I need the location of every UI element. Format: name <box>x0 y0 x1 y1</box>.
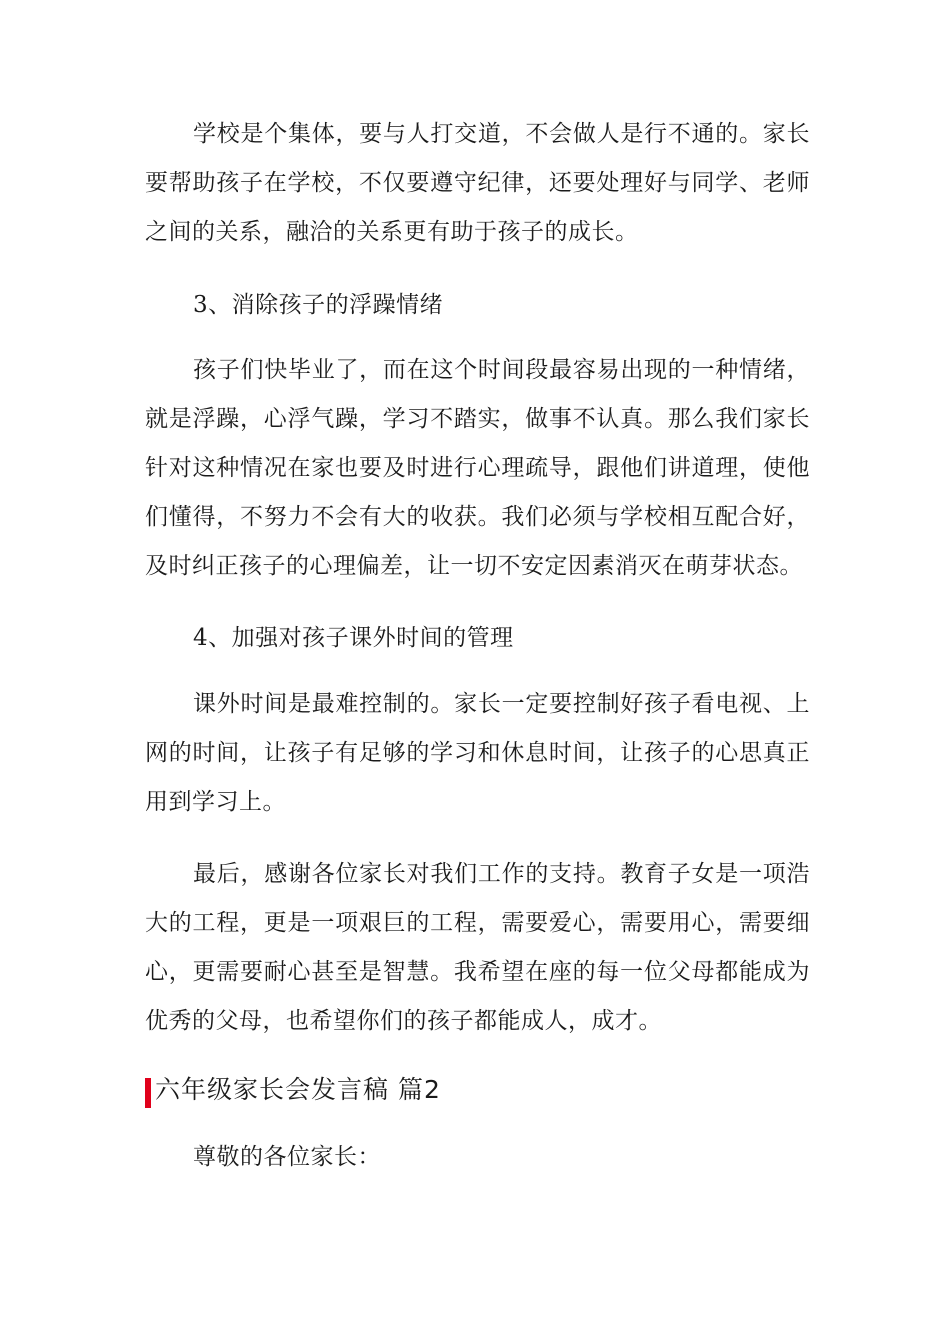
salutation: 尊敬的各位家长： <box>193 1144 381 1170</box>
section-title <box>145 1068 441 1108</box>
list-heading: 4、加强对孩子课外时间的管理 <box>193 625 514 651</box>
title-accent-bar <box>145 1078 151 1108</box>
paragraph: 最后，感谢各位家长对我们工作的支持。教育子女是一项浩大的工程，更是一项艰巨的工程，需要爱心，需要用心，需要细心，更需要耐心甚至是智慧。我希望在座的每一位父母都能成为优秀的父母，也希望你们的孩子都能成人，成才。 <box>145 861 810 1034</box>
paragraph: 学校是个集体，要与人打交道，不会做人是行不通的。家长要帮助孩子在学校，不仅要遵守纪律，还要处理好与同学、老师之间的关系，融洽的关系更有助于孩子的成长。 <box>145 121 810 245</box>
paragraph: 课外时间是最难控制的。家长一定要控制好孩子看电视、上网的时间，让孩子有足够的学习和休息时间，让孩子的心思真正用到学习上。 <box>145 691 810 815</box>
paragraph: 孩子们快毕业了，而在这个时间段最容易出现的一种情绪，就是浮躁，心浮气躁，学习不踏实，做事不认真。那么我们家长针对这种情况在家也要及时进行心理疏导，跟他们讲道理，使他们懂得，不努力不会有大的收获。我们必须与学校相互配合好，及时纠正孩子的心理偏差，让一切不安定因素消灭在萌芽状态。 <box>145 357 810 579</box>
section-title-text: 六年级家长会发言稿 篇2 <box>155 1075 441 1104</box>
list-heading: 3、消除孩子的浮躁情绪 <box>193 292 444 318</box>
